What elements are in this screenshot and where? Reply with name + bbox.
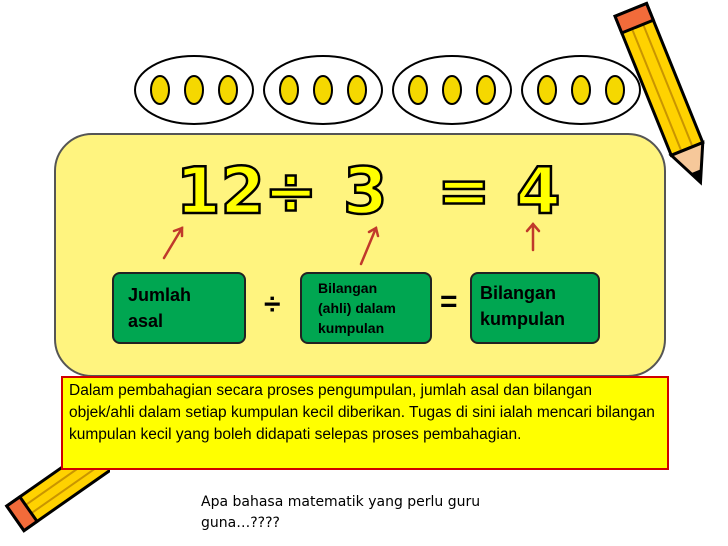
label-equals-symbol: = — [440, 285, 458, 318]
explanation-note-text: Dalam pembahagian secara proses pengumpulan, jumlah asal dan bilangan objek/ahli dalam setiap kumpulan kecil diberikan. Tugas di sini ialah mencari bilangan kumpulan kecil yang boleh didapati selepas proses pembahagian. — [69, 382, 655, 443]
equals-symbol: = — [437, 155, 491, 229]
arrow-to-divisor — [361, 228, 376, 264]
explanation-note — [61, 376, 669, 470]
label-number-of-groups-text: Bilangan kumpulan — [480, 283, 566, 329]
question-text: Apa bahasa matematik yang perlu guru guna…???? — [201, 494, 481, 531]
label-number-of-groups — [470, 272, 600, 344]
label-members-per-group-text: Bilangan (ahli) dalam kumpulan — [318, 280, 396, 336]
arrow-to-dividend — [164, 228, 182, 258]
label-division-symbol: ÷ — [264, 288, 281, 321]
dividend: 12 — [176, 155, 266, 229]
quotient: 4 — [516, 155, 561, 229]
divisor: 3 — [343, 155, 388, 229]
division-symbol: ÷ — [264, 155, 318, 229]
label-total-text: Jumlah asal — [128, 285, 192, 331]
label-members-per-group — [300, 272, 432, 344]
label-total — [112, 272, 246, 344]
